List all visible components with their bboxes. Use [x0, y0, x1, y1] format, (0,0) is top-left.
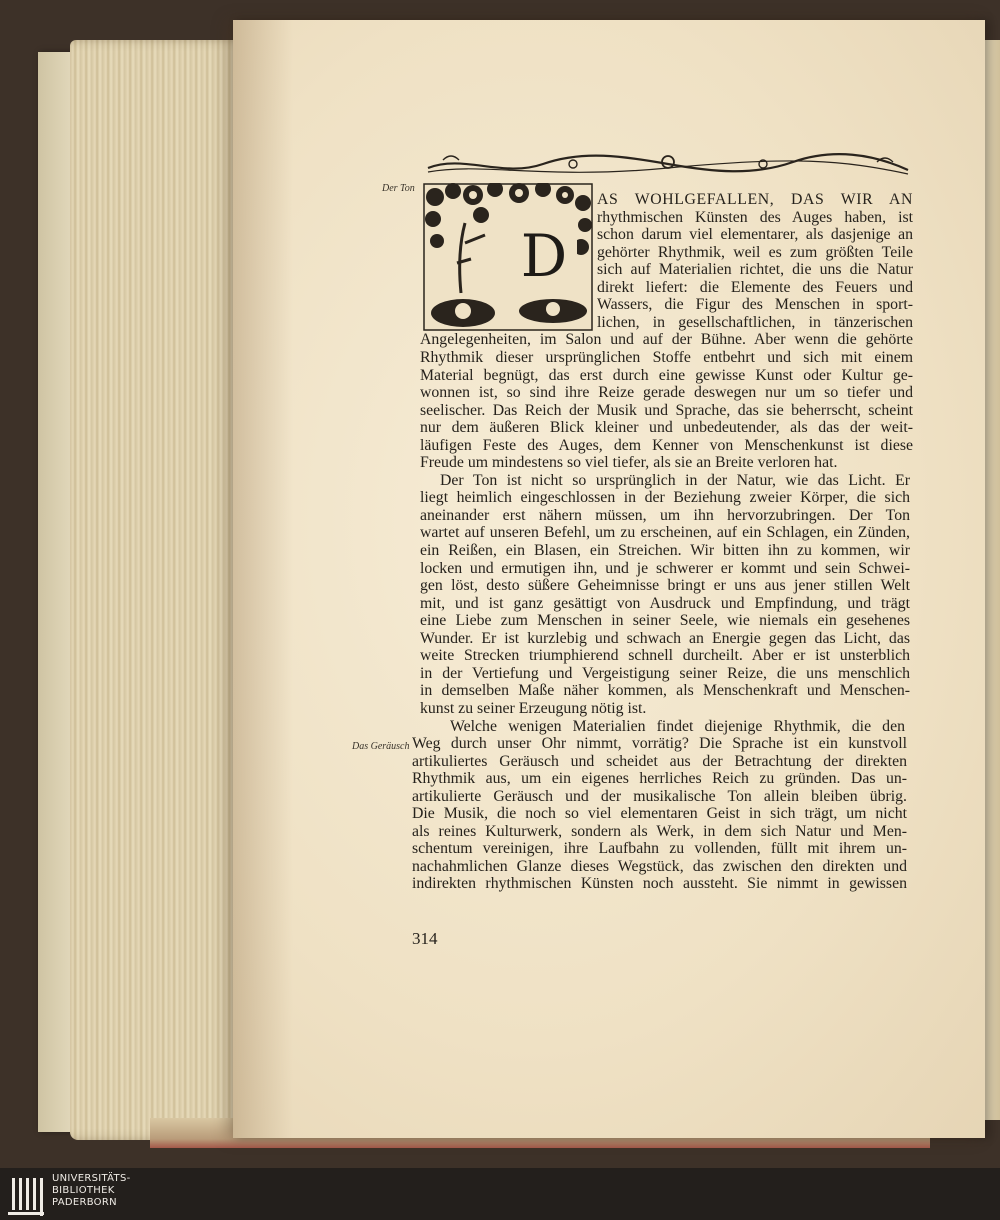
text-line: AS WOHLGEFALLEN, DAS WIR AN	[597, 191, 913, 208]
text-line: Der Ton ist nicht so ursprünglich in der Natur, wie das Licht. Er	[440, 471, 910, 489]
text-line: seelischer. Das Reich der Musik und Sprache, das sie beherrscht, scheint	[420, 401, 913, 419]
marginal-note-der-ton: Der Ton	[382, 183, 415, 194]
logo-line: PADERBORN	[52, 1197, 117, 1208]
logo-line: UNIVERSITÄTS-	[52, 1173, 131, 1184]
text-line: artikulierte Geräusch und der musikalische Ton allein bleiben übrig.	[412, 787, 907, 805]
text-line: gen löst, desto süßere Geheimnisse bringt er uns aus jener stillen Welt	[420, 577, 910, 595]
library-logo-text	[52, 1173, 131, 1209]
page-number: 314	[412, 929, 438, 948]
logo-line: BIBLIOTHEK	[52, 1185, 115, 1196]
text-line: Rhythmik dieser ursprünglichen Stoffe entbehrt und sich mit einem	[420, 348, 913, 366]
initial-letter: D	[520, 222, 568, 290]
text-line: Freude um mindestens so viel tiefer, als sie an Breite verloren hat.	[420, 454, 838, 472]
library-footer	[0, 1168, 1000, 1220]
text-line: direkt liefert: die Elemente des Feuers und	[597, 278, 913, 296]
text-line: in der Vertiefung und Vergeistigung seiner Reize, die uns menschlich	[420, 664, 910, 682]
text-line: lichen, in gesellschaftlichen, in tänzerischen	[597, 313, 913, 331]
text-line: locken und ermutigen ihn, und je schwerer er kommt und sein Schwei-	[420, 559, 910, 577]
ornament-headpiece-icon	[423, 150, 913, 182]
marginal-note-das-geraeusch: Das Geräusch	[352, 741, 410, 752]
library-logo-icon	[8, 1172, 48, 1218]
text-line: weite Strecken triumphierend schnell durcheilt. Aber er ist unsterblich	[420, 647, 910, 665]
text-line: ein Reißen, ein Blasen, ein Streichen. Wir bitten ihn zu kommen, wir	[420, 542, 910, 559]
text-line: Wunder. Er ist kurzlebig und schwach an Energie gegen das Licht, das	[420, 629, 910, 647]
text-line: indirekten rhythmischen Künsten noch aussteht. Sie nimmt in gewissen	[412, 875, 907, 893]
text-line: in demselben Maße näher kommen, als Menschenkraft und Menschen-	[420, 682, 910, 700]
text-line: Welche wenigen Materialien findet diejenige Rhythmik, die den	[450, 717, 905, 735]
text-line: schon darum viel elementarer, als dasjenige an	[597, 226, 913, 244]
text-line: wonnen ist, so sind ihre Reize gerade deswegen nur um so tiefer und	[420, 384, 913, 402]
text-line: Angelegenheiten, im Salon und auf der Bühne. Aber wenn die gehörte	[420, 331, 913, 349]
text-line: nachahmlichen Glanze dieses Wegstück, das zwischen den direkten und	[412, 857, 907, 875]
text-line: gehörter Rhythmik, weil es zum größten Teile	[597, 243, 913, 261]
text-line: aneinander erst nähern müssen, um ihn hervorzubringen. Der Ton	[420, 506, 910, 524]
text-line: Rhythmik aus, um ein eigenes herrliches Reich zu gründen. Das un-	[412, 770, 907, 788]
text-line: mit, und ist ganz gesättigt von Ausdruck und Empfindung, und trägt	[420, 594, 910, 612]
text-line: nur dem äußeren Blick kleiner und unbedeutender, als das der weit-	[420, 419, 913, 437]
text-line: wartet auf unseren Befehl, um zu erscheinen, auf ein Schlagen, ein Zünden,	[420, 524, 910, 542]
text-line: rhythmischen Künsten des Auges haben, ist	[597, 208, 913, 226]
text-line: läufigen Feste des Auges, dem Kenner von Menschenkunst ist diese	[420, 436, 913, 454]
page-stack-edge	[70, 40, 255, 1140]
text-line: Wassers, die Figur des Menschen in sport-	[597, 296, 913, 314]
text-line: eine Liebe zum Menschen in seiner Seele, wie niemals ein gesehenes	[420, 612, 910, 630]
text-line: Die Musik, die noch so viel elementaren Geist in sich trägt, um nicht	[412, 805, 907, 823]
decorated-initial	[423, 183, 593, 331]
text-line: schentum vereinigen, ihre Laufbahn zu vollenden, füllt mit ihrem un-	[412, 840, 907, 858]
text-line: artikuliertes Geräusch und scheidet aus der Betrachtung der direkten	[412, 752, 907, 770]
text-line: als reines Kulturwerk, sondern als Werk, in dem sich Natur und Men-	[412, 822, 907, 840]
text-line: sich auf Materialien richtet, die uns die Natur	[597, 261, 913, 279]
text-line: kunst zu seiner Erzeugung nötig ist.	[420, 699, 647, 717]
text-line: liegt heimlich eingeschlossen in der Beziehung zweier Körper, die sich	[420, 489, 910, 507]
text-line: Material begnügt, das erst durch eine gewisse Kunst oder Kultur ge-	[420, 366, 913, 384]
text-line: Weg durch unser Ohr nimmt, vorrätig? Die Sprache ist ein kunstvoll	[412, 735, 907, 753]
